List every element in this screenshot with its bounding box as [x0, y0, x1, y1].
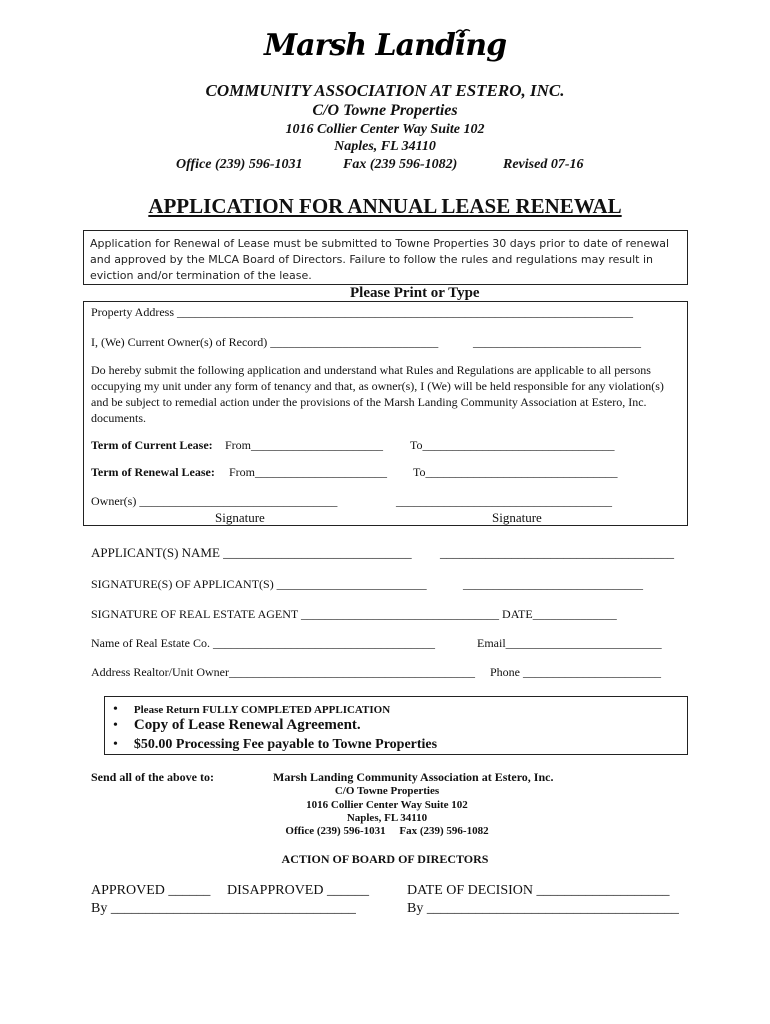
send-to-address: 1016 Collier Center Way Suite 102 [306, 799, 468, 811]
bird-icon [455, 26, 471, 42]
header-address: 1016 Collier Center Way Suite 102 [285, 122, 485, 137]
checklist-item: • Copy of Lease Renewal Agreement. [113, 717, 361, 733]
bullet-icon: • [113, 718, 118, 733]
header-city: Naples, FL 34110 [334, 139, 436, 154]
notice-box [83, 230, 688, 285]
bullet-icon: • [113, 702, 118, 717]
print-instruction: Please Print or Type [350, 285, 480, 301]
marsh-landing-logo: Marsh Landing [263, 28, 507, 63]
decision-date-field[interactable]: DATE OF DECISION ___________________ [407, 883, 670, 898]
current-owners-field[interactable]: I, (We) Current Owner(s) of Record) ____________________________ [91, 335, 439, 349]
form-title: APPLICATION FOR ANNUAL LEASE RENEWAL [148, 194, 622, 218]
send-to-city: Naples, FL 34110 [346, 812, 428, 824]
current-lease-from-field[interactable]: From______________________ [225, 438, 384, 452]
renewal-lease-label: Term of Renewal Lease: [91, 465, 215, 479]
by-field-1[interactable]: By ___________________________________ [91, 901, 356, 916]
email-field[interactable]: Email__________________________ [477, 636, 662, 650]
signature-label-1: Signature [215, 510, 265, 525]
header-office-phone: Office (239) 596-1031 [176, 157, 303, 172]
property-address-field[interactable]: Property Address ____________________________________________________________________________ [91, 305, 633, 319]
owner-statement: Do hereby submit the following application and understand what Rules and Regulations are applicable to all persons occupying my unit under any form of tenancy and that, as owner(s), I (We) will be held responsible for any violation(s) and be subject to remedial action under the provisions of the Marsh Landing Community Association at Estero, Inc. documents. [91, 363, 664, 425]
real-estate-co-field[interactable]: Name of Real Estate Co. _____________________________________ [91, 636, 435, 650]
send-to-care-of: C/O Towne Properties [334, 785, 440, 797]
revision-date: Revised 07-16 [503, 157, 584, 172]
applicant-name-field-2[interactable]: ____________________________________ [440, 545, 674, 560]
approved-field[interactable]: APPROVED ______ [91, 883, 211, 898]
checklist-item: • Please Return FULLY COMPLETED APPLICATION [113, 702, 391, 717]
applicant-signature-field[interactable]: SIGNATURE(S) OF APPLICANT(S) _________________________ [91, 577, 427, 591]
owner-signature-field-1[interactable]: Owner(s) _________________________________ [91, 494, 338, 508]
current-owners-field-2[interactable]: ____________________________ [473, 335, 641, 349]
renewal-lease-from-field[interactable]: From______________________ [229, 465, 388, 479]
realtor-address-field[interactable]: Address Realtor/Unit Owner_________________________________________ [91, 665, 475, 679]
board-heading: ACTION OF BOARD OF DIRECTORS [281, 852, 489, 866]
current-lease-label: Term of Current Lease: [91, 438, 213, 452]
notice-text: Application for Renewal of Lease must be submitted to Towne Properties 30 days prior to date of renewal and approved by the MLCA Board of Directors. Failure to follow the rules and regulations may result in eviction and/or termination of the lease. [90, 237, 670, 282]
phone-field[interactable]: Phone _______________________ [490, 665, 661, 679]
send-to-phones: Office (239) 596-1031 Fax (239) 596-1082 [285, 825, 489, 837]
checklist-item: • $50.00 Processing Fee payable to Towne Properties [113, 737, 438, 752]
care-of: C/O Towne Properties [312, 102, 458, 119]
current-lease-to-field[interactable]: To________________________________ [410, 438, 615, 452]
agent-signature-field[interactable]: SIGNATURE OF REAL ESTATE AGENT _________________________________ DATE______________ [91, 607, 617, 621]
bullet-icon: • [113, 737, 118, 752]
owner-signature-field-2[interactable]: ____________________________________ [396, 494, 612, 508]
applicant-name-field[interactable]: APPLICANT(S) NAME _____________________________ [91, 545, 412, 560]
header-fax: Fax (239 596-1082) [343, 157, 458, 172]
renewal-lease-to-field[interactable]: To________________________________ [413, 465, 618, 479]
send-to-name: Marsh Landing Community Association at Estero, Inc. [273, 770, 554, 784]
by-field-2[interactable]: By ____________________________________ [407, 901, 679, 916]
send-to-label: Send all of the above to: [91, 770, 214, 784]
signature-label-2: Signature [492, 510, 542, 525]
disapproved-field[interactable]: DISAPPROVED ______ [227, 883, 369, 898]
association-name: COMMUNITY ASSOCIATION AT ESTERO, INC. [205, 81, 565, 100]
applicant-signature-field-2[interactable]: ______________________________ [463, 577, 643, 591]
